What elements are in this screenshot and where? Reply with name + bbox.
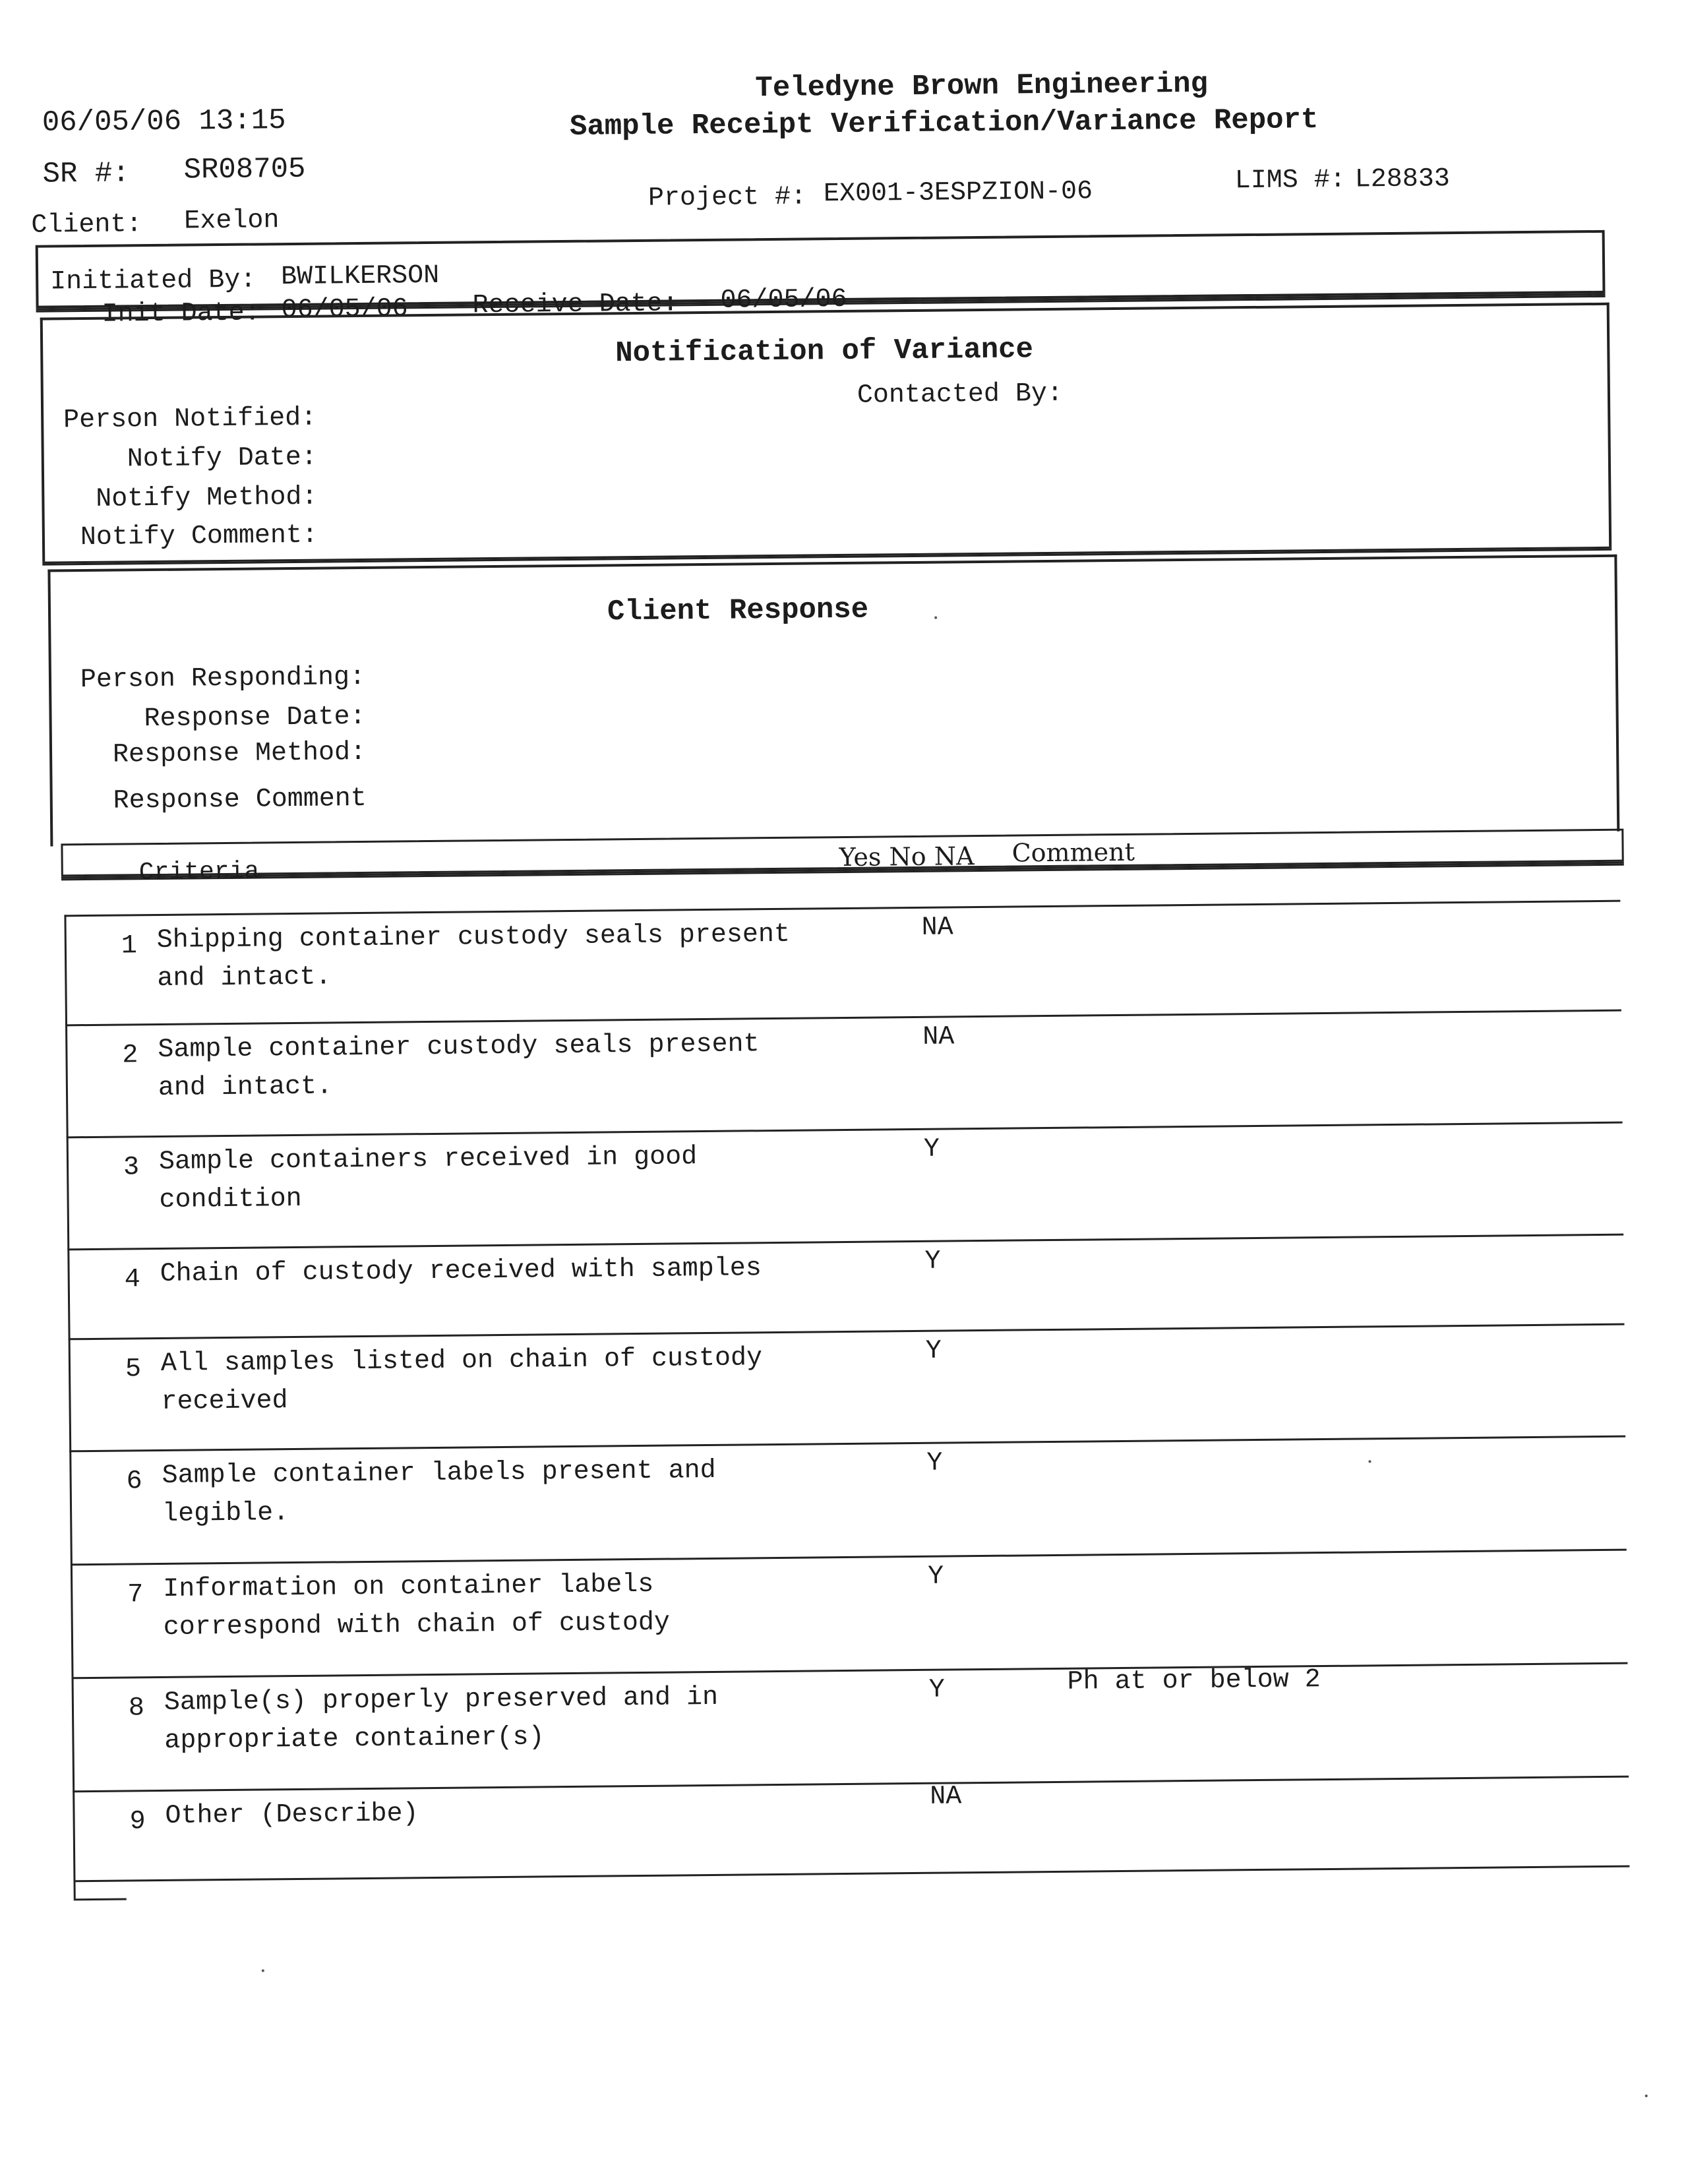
- response-date-label: Response Date:: [144, 702, 366, 735]
- row-criteria: Chain of custody received with samples: [160, 1254, 762, 1289]
- person-notified-label: Person Notified:: [63, 403, 317, 436]
- notify-comment-label: Notify Comment:: [80, 520, 318, 553]
- row-number: 5: [125, 1354, 142, 1385]
- speck: [262, 1970, 264, 1972]
- row-number: 6: [126, 1467, 142, 1497]
- contacted-by-label: Contacted By:: [857, 379, 1064, 411]
- row-criteria: Shipping container custody seals present and intact.: [156, 919, 791, 994]
- client-response-title: Client Response: [607, 593, 869, 629]
- table-bottom-corner: [74, 1898, 127, 1901]
- response-method-label: Response Method:: [112, 737, 367, 770]
- response-comment-label: Response Comment: [113, 783, 367, 816]
- row-number: 3: [123, 1153, 140, 1183]
- row-number: 7: [127, 1580, 144, 1610]
- table-row: [98, 1010, 1623, 1136]
- receive-date-label: Receive Date:: [472, 289, 678, 321]
- receive-date-value: 06/05/06: [720, 284, 847, 316]
- init-date-label: Init Date:: [102, 298, 260, 330]
- row-answer: Y: [925, 1336, 942, 1366]
- notify-method-label: Notify Method:: [96, 482, 318, 514]
- row-number: 1: [121, 931, 138, 961]
- project-label: Project #:: [648, 182, 807, 214]
- lims-number: L28833: [1354, 164, 1451, 195]
- criteria-header: Criteria: [138, 857, 260, 888]
- row-number: 9: [129, 1807, 146, 1837]
- notification-title: Notification of Variance: [615, 333, 1034, 371]
- row-answer: Y: [928, 1675, 946, 1705]
- initiated-by-label: Initiated By:: [49, 265, 256, 297]
- row-answer: Y: [923, 1134, 940, 1165]
- table-left-border: [64, 915, 75, 1898]
- lims-label: LIMS #:: [1234, 165, 1346, 197]
- table-row: [104, 1549, 1628, 1677]
- init-date-value: 06/05/06: [281, 294, 408, 326]
- row-criteria: Sample containers received in good condition: [158, 1142, 698, 1215]
- row-answer: Y: [924, 1246, 941, 1277]
- row-criteria: Sample(s) properly preserved and in appropriate container(s): [164, 1682, 719, 1756]
- row-number: 8: [128, 1693, 145, 1724]
- speck: [1645, 2094, 1648, 2097]
- row-answer: Y: [927, 1562, 944, 1592]
- client-label: Client:: [31, 210, 142, 241]
- report-datetime: 06/05/06 13:15: [42, 104, 286, 140]
- comment-header: Comment: [1011, 837, 1135, 868]
- row-criteria: Other (Describe): [165, 1799, 419, 1831]
- client-name: Exelon: [184, 206, 280, 237]
- sr-label: SR #:: [42, 157, 130, 191]
- row-answer: NA: [921, 913, 953, 943]
- project-number: EX001-3ESPZION-06: [823, 177, 1093, 210]
- table-row: [100, 1122, 1624, 1248]
- row-criteria: Information on container labels correspond with chain of custody: [163, 1569, 671, 1643]
- row-answer: Y: [926, 1448, 943, 1478]
- yes-no-na-header: Yes No NA: [839, 841, 975, 872]
- speck: [934, 617, 937, 619]
- table-row: [102, 1323, 1626, 1450]
- table-row: [97, 900, 1621, 1024]
- row-number: 2: [122, 1041, 138, 1071]
- speck: [1368, 1460, 1371, 1463]
- table-row: [106, 1776, 1629, 1898]
- report-title: Sample Receipt Verification/Variance Report: [569, 104, 1319, 144]
- row-criteria: Sample container custody seals present and intact.: [158, 1029, 760, 1103]
- person-responding-label: Person Responding:: [80, 662, 366, 696]
- row-number: 4: [124, 1265, 140, 1295]
- row-criteria: All samples listed on chain of custody received: [160, 1343, 763, 1417]
- initiated-by-value: BWILKERSON: [280, 260, 440, 293]
- table-row: [102, 1436, 1627, 1563]
- row-answer: NA: [922, 1022, 955, 1052]
- notify-date-label: Notify Date:: [127, 442, 318, 475]
- company-name: Teledyne Brown Engineering: [755, 67, 1209, 106]
- table-row: [100, 1234, 1624, 1338]
- row-criteria: Sample container labels present and legible.: [162, 1455, 716, 1529]
- row-answer: NA: [930, 1782, 962, 1812]
- sr-number: SR08705: [183, 152, 306, 187]
- row-comment: Ph at or below 2: [1067, 1665, 1321, 1697]
- table-row: [105, 1662, 1629, 1790]
